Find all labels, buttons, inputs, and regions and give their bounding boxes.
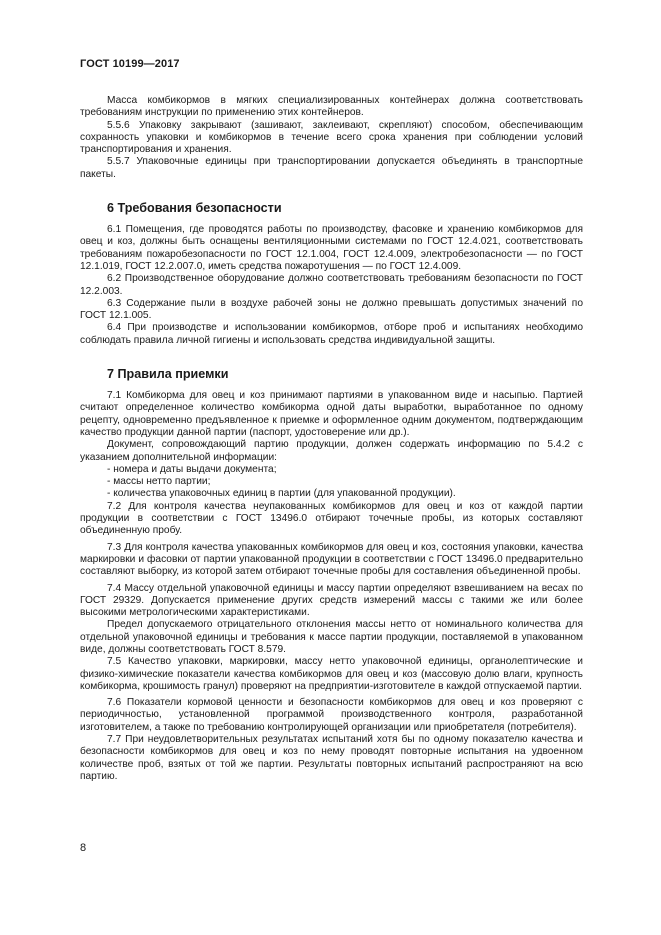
paragraph-7-3: 7.3 Для контроля качества упакованных комбикормов для овец и коз, состояния упаковки, качества маркировки и фасовки от партии упакованной продукции в соответствии с ГОСТ 13496.0 предварительно составляют выборку, из которой затем отбирают точечные пробы для составления объединенной пробы. [80, 541, 583, 578]
list-item: - массы нетто партии; [107, 476, 211, 488]
list-item: - номера и даты выдачи документа; [107, 463, 277, 475]
paragraph-6-4: 6.4 При производстве и использовании комбикормов, отборе проб и испытаниях необходимо соблюдать правила личной гигиены и использовать средства индивидуальной защиты. [80, 322, 583, 346]
paragraph-7-6: 7.6 Показатели кормовой ценности и безопасности комбикормов для овец и коз проверяют с периодичностью, установленной программой производственного контроля, разработанной изготовителем, а также по требованию контролирующей организации или приобретателя (потребителя). [80, 697, 583, 733]
paragraph-7-1: 7.1 Комбикорма для овец и коз принимают партиями в упакованном виде и насыпью. Партией считают определенное количество комбикорма одной даты выработки, выработанное по одному рецепту, одновременно предъявленное к приемке и оформленное одним документом, подтверждающим качество продукции данной партии (паспорт, удостоверение или др.). [80, 390, 583, 438]
paragraph-7-4: 7.4 Массу отдельной упаковочной единицы и массу партии определяют взвешиванием на весах по ГОСТ 29329. Допускается применение других средств измерений массы с такими же или более высокими метрологическими характеристиками. [80, 582, 583, 619]
list-item: - количества упаковочных единиц в партии (для упакованной продукции). [107, 488, 456, 500]
paragraph-5-5-6: 5.5.6 Упаковку закрывают (зашивают, заклеивают, скрепляют) способом, обеспечивающим сохранность упаковки и комбикормов в течение всего срока хранения при соблюдении условий транспортирования и хранения. [80, 119, 583, 156]
paragraph-7-2: 7.2 Для контроля качества неупакованных комбикормов для овец и коз от каждой партии продукции в соответствии с ГОСТ 13496.0 отбирают точечные пробы, из которых составляют объединенную пробу. [80, 500, 583, 537]
paragraph-6-3: 6.3 Содержание пыли в воздухе рабочей зоны не должно превышать допустимых значений по ГОСТ 12.1.005. [80, 297, 583, 322]
paragraph-intro-1: Масса комбикормов в мягких специализированных контейнерах должна соответствовать требованиям инструкции по применению этих контейнеров. [80, 95, 583, 119]
page-body [80, 95, 583, 783]
paragraph-7-5: 7.5 Качество упаковки, маркировки, массу нетто упаковочной единицы, органолептические и физико-химические показатели качества комбикормов для овец и коз (массовую долю влаги, крупность комбикорма, крошимость гранул) проверяют на предприятии-изготовителе в каждой отпускаемой партии. [80, 656, 583, 692]
document-code-header: ГОСТ 10199—2017 [80, 58, 180, 70]
paragraph-6-2: 6.2 Производственное оборудование должно соответствовать требованиям безопасности по ГОСТ 12.2.003. [80, 273, 583, 297]
paragraph-7-1-document: Документ, сопровождающий партию продукции, должен содержать информацию по 5.4.2 с указанием дополнительной информации: [80, 439, 583, 463]
section-6-heading: 6 Требования безопасности [107, 201, 282, 216]
paragraph-7-4-tolerance: Предел допускаемого отрицательного отклонения массы нетто от номинального количества для отдельной упаковочной единицы и требования к массе партии продукции, поставляемой в упакованном виде, должны соответствовать ГОСТ 8.579. [80, 619, 583, 655]
page-number: 8 [80, 842, 87, 854]
paragraph-6-1: 6.1 Помещения, где проводятся работы по производству, фасовке и хранению комбикормов для овец и коз, должны быть оснащены вентиляционными системами по ГОСТ 12.4.021, соответствовать требованиям пожаробезопасности по ГОСТ 12.1.004, ГОСТ 12.4.009, электробезопасности — по ГОСТ 12.1.019, ГОСТ 12.2.007.0, иметь средства пожаротушения — по ГОСТ 12.4.009. [80, 224, 583, 272]
section-7-heading: 7 Правила приемки [107, 367, 229, 382]
paragraph-5-5-7: 5.5.7 Упаковочные единицы при транспортировании допускается объединять в транспортные пакеты. [80, 156, 583, 180]
paragraph-7-7: 7.7 При неудовлетворительных результатах испытаний хотя бы по одному показателю качества и безопасности комбикормов для овец и коз по нему проводят повторные испытания на удвоенном количестве проб, взятых от той же партии. Результаты повторных испытаний распространяют на всю партию. [80, 734, 583, 782]
